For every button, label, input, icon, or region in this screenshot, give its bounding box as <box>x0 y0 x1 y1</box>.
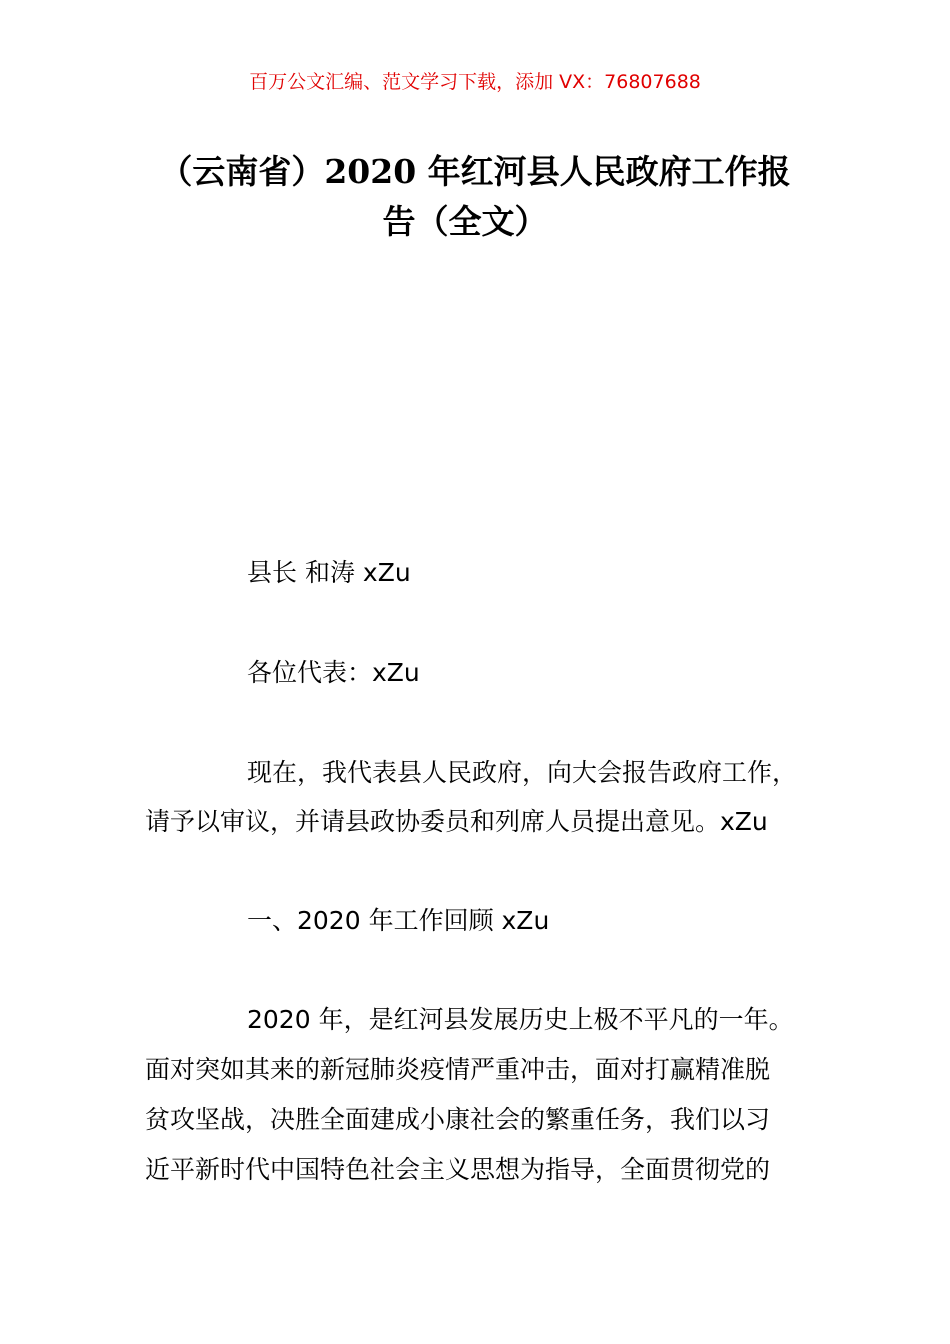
intro-line-1: 现在，我代表县人民政府，向大会报告政府工作， <box>247 758 798 787</box>
title-line-1: （云南省）2020 年红河县人民政府工作报 <box>159 152 791 191</box>
title-line-2: 告（全文） <box>382 202 548 241</box>
section-heading: 一、2020 年工作回顾 xZu <box>247 906 550 935</box>
para-line-1: 2020 年，是红河县发展历史上极不平凡的一年。 <box>247 1005 794 1034</box>
header-promo-line: 百万公文汇编、范文学习下载，添加 VX：76807688 <box>249 71 701 93</box>
para-line-3: 贫攻坚战，决胜全面建成小康社会的繁重任务，我们以习 <box>145 1105 771 1134</box>
salutation: 各位代表：xZu <box>247 658 420 687</box>
para-line-4: 近平新时代中国特色社会主义思想为指导，全面贯彻党的 <box>145 1155 771 1184</box>
intro-line-2: 请予以审议，并请县政协委员和列席人员提出意见。xZu <box>145 807 768 836</box>
author-line: 县长 和涛 xZu <box>247 558 411 587</box>
para-line-2: 面对突如其来的新冠肺炎疫情严重冲击，面对打赢精准脱 <box>145 1055 771 1084</box>
